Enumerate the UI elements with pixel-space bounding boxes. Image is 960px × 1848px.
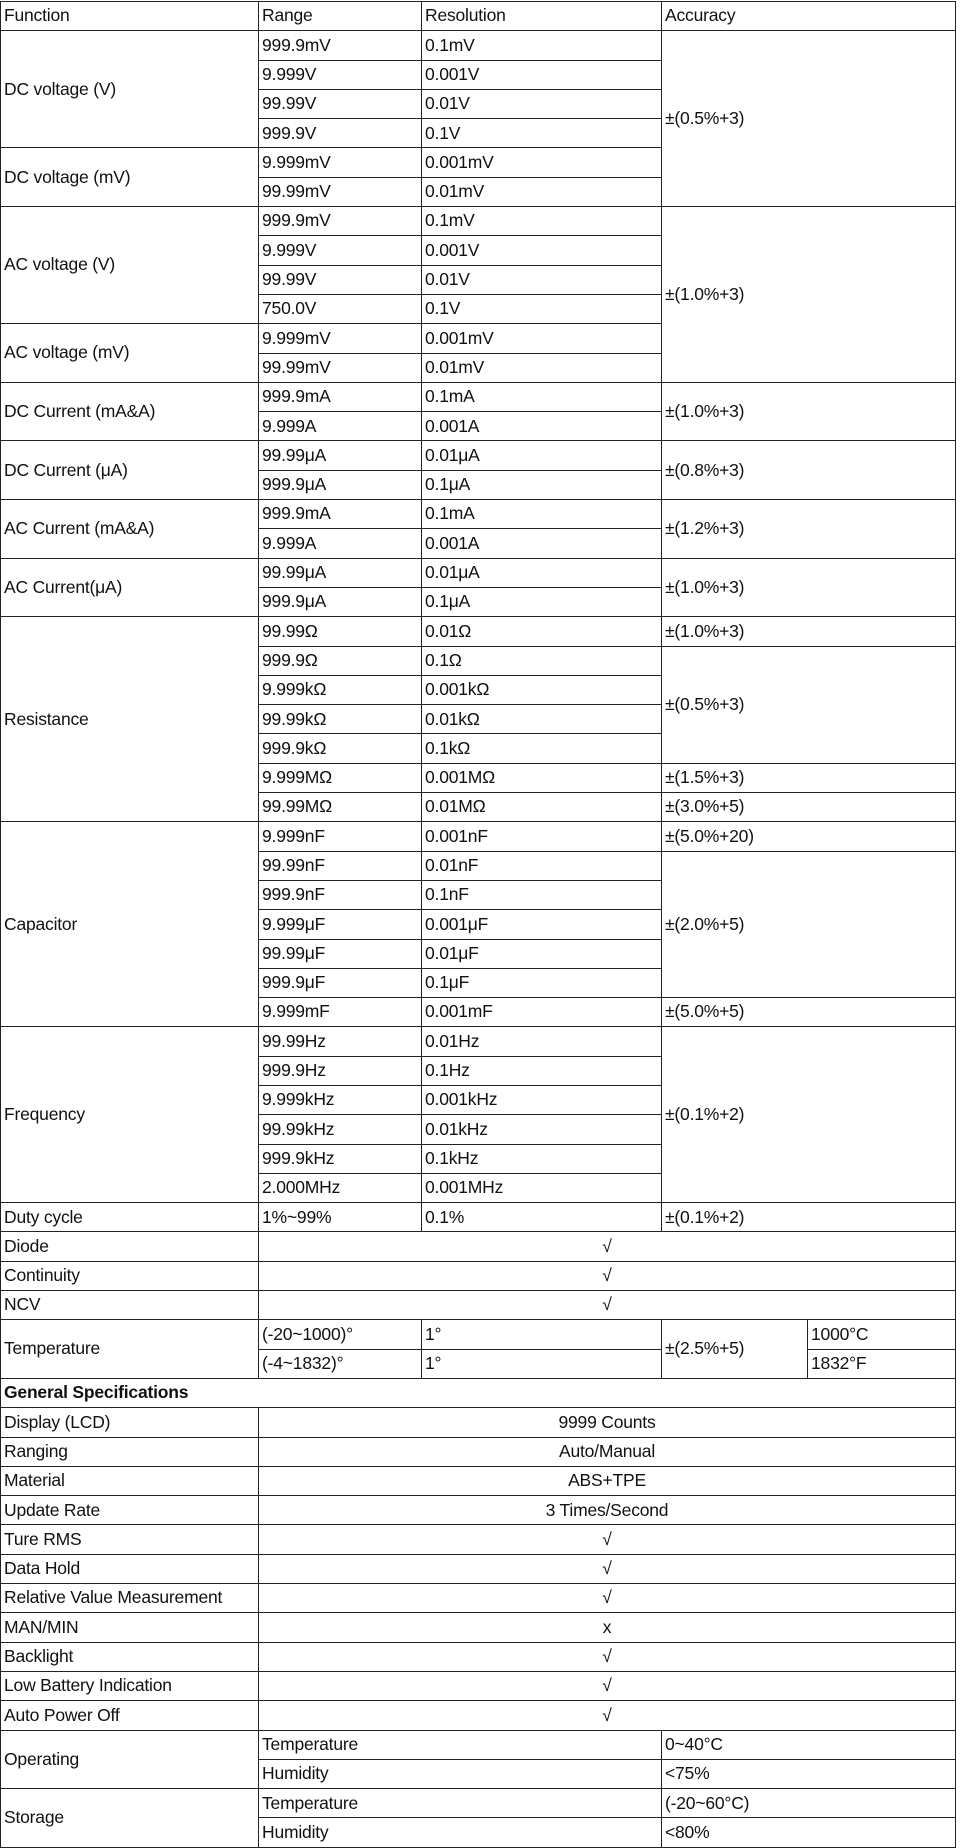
range-cell: 1%~99%	[259, 1203, 422, 1232]
range-cell: 999.9V	[259, 119, 422, 148]
range-cell: 999.9mA	[259, 382, 422, 411]
spec-value: 3 Times/Second	[259, 1496, 956, 1525]
function-cell: DC Current (mA&A)	[1, 382, 259, 441]
range-cell: 999.9mV	[259, 207, 422, 236]
accuracy-cell: ±(2.0%+5)	[662, 851, 956, 997]
spec-table	[0, 1, 956, 1848]
resolution-cell: 1°	[422, 1349, 662, 1378]
resolution-cell: 0.01mV	[422, 177, 662, 206]
resolution-cell: 0.1mV	[422, 31, 662, 60]
temperature-max-cell: 1000°C	[808, 1320, 956, 1349]
resolution-cell: 0.1kΩ	[422, 734, 662, 763]
spec-value: √	[259, 1554, 956, 1583]
range-cell: 99.99kΩ	[259, 705, 422, 734]
table-row	[1, 1525, 956, 1554]
resolution-cell: 0.01μF	[422, 939, 662, 968]
resolution-cell: 0.01kHz	[422, 1115, 662, 1144]
resolution-cell: 0.1mA	[422, 500, 662, 529]
table-row	[1, 500, 956, 529]
spec-label: Storage	[1, 1789, 259, 1848]
resolution-cell: 0.001MHz	[422, 1173, 662, 1202]
header-range: Range	[259, 2, 422, 31]
table-row	[1, 822, 956, 851]
resolution-cell: 0.1V	[422, 294, 662, 323]
resolution-cell: 0.001A	[422, 529, 662, 558]
accuracy-cell: ±(1.0%+3)	[662, 617, 956, 646]
range-cell: 99.99Hz	[259, 1027, 422, 1056]
range-cell: 99.99nF	[259, 851, 422, 880]
resolution-cell: 0.1μA	[422, 470, 662, 499]
accuracy-cell: ±(0.5%+3)	[662, 646, 956, 763]
function-cell: Capacitor	[1, 822, 259, 1027]
range-cell: 9.999V	[259, 60, 422, 89]
check-mark-cell: √	[259, 1291, 956, 1320]
resolution-cell: 0.01μA	[422, 558, 662, 587]
spec-value: Auto/Manual	[259, 1437, 956, 1466]
range-cell: 999.9mV	[259, 31, 422, 60]
spec-label: Data Hold	[1, 1554, 259, 1583]
resolution-cell: 0.1Hz	[422, 1056, 662, 1085]
table-row	[1, 1613, 956, 1642]
table-row	[1, 1203, 956, 1232]
range-cell: 999.9kHz	[259, 1144, 422, 1173]
table-row	[1, 1466, 956, 1495]
resolution-cell: 0.001mV	[422, 324, 662, 353]
header-function: Function	[1, 2, 259, 31]
range-cell: 99.99kHz	[259, 1115, 422, 1144]
resolution-cell: 0.1kHz	[422, 1144, 662, 1173]
spec-label: Operating	[1, 1730, 259, 1789]
table-row	[1, 1584, 956, 1613]
range-cell: (-20~1000)°	[259, 1320, 422, 1349]
resolution-cell: 0.01MΩ	[422, 793, 662, 822]
range-cell: 2.000MHz	[259, 1173, 422, 1202]
table-row	[1, 31, 956, 60]
range-cell: 999.9Hz	[259, 1056, 422, 1085]
accuracy-cell: ±(0.1%+2)	[662, 1027, 956, 1203]
spec-label: Backlight	[1, 1642, 259, 1671]
range-cell: 9.999A	[259, 412, 422, 441]
function-cell: NCV	[1, 1291, 259, 1320]
accuracy-cell: ±(0.5%+3)	[662, 31, 956, 207]
table-row	[1, 1027, 956, 1056]
accuracy-cell: ±(1.0%+3)	[662, 382, 956, 441]
table-row	[1, 1496, 956, 1525]
range-cell: 9.999mV	[259, 324, 422, 353]
condition-value: <75%	[662, 1759, 956, 1788]
range-cell: 99.99μA	[259, 441, 422, 470]
range-cell: 9.999nF	[259, 822, 422, 851]
spec-value: √	[259, 1701, 956, 1730]
resolution-cell: 0.001kΩ	[422, 675, 662, 704]
resolution-cell: 0.001MΩ	[422, 763, 662, 792]
spec-value: 9999 Counts	[259, 1408, 956, 1437]
general-specifications-title: General Specifications	[1, 1378, 956, 1407]
range-cell: 99.99MΩ	[259, 793, 422, 822]
resolution-cell: 0.1mV	[422, 207, 662, 236]
check-mark-cell: √	[259, 1232, 956, 1261]
table-row	[1, 1730, 956, 1759]
condition-value: (-20~60°C)	[662, 1789, 956, 1818]
range-cell: 99.99V	[259, 89, 422, 118]
check-mark-cell: √	[259, 1261, 956, 1290]
spec-label: Ranging	[1, 1437, 259, 1466]
function-cell: Duty cycle	[1, 1203, 259, 1232]
table-row	[1, 1320, 956, 1349]
range-cell: 999.9nF	[259, 880, 422, 909]
table-row	[1, 1232, 956, 1261]
spec-value: √	[259, 1584, 956, 1613]
resolution-cell: 0.01V	[422, 89, 662, 118]
table-row	[1, 1291, 956, 1320]
resolution-cell: 0.1mA	[422, 382, 662, 411]
function-cell: DC voltage (mV)	[1, 148, 259, 207]
range-cell: 999.9mA	[259, 500, 422, 529]
resolution-cell: 0.1%	[422, 1203, 662, 1232]
table-row	[1, 1261, 956, 1290]
function-cell: AC voltage (mV)	[1, 324, 259, 383]
range-cell: 9.999mV	[259, 148, 422, 177]
condition-label: Humidity	[259, 1818, 662, 1847]
function-cell: Diode	[1, 1232, 259, 1261]
range-cell: 99.99μA	[259, 558, 422, 587]
resolution-cell: 0.01mV	[422, 353, 662, 382]
header-resolution: Resolution	[422, 2, 662, 31]
range-cell: 999.9μA	[259, 587, 422, 616]
accuracy-cell: ±(2.5%+5)	[662, 1320, 808, 1379]
resolution-cell: 0.1V	[422, 119, 662, 148]
resolution-cell: 0.001kHz	[422, 1085, 662, 1114]
range-cell: 999.9μF	[259, 968, 422, 997]
header-accuracy: Accuracy	[662, 2, 956, 31]
temperature-max-cell: 1832°F	[808, 1349, 956, 1378]
table-row	[1, 617, 956, 646]
spec-value: ABS+TPE	[259, 1466, 956, 1495]
condition-label: Humidity	[259, 1759, 662, 1788]
accuracy-cell: ±(1.0%+3)	[662, 207, 956, 383]
table-row	[1, 1642, 956, 1671]
table-row	[1, 382, 956, 411]
range-cell: 99.99mV	[259, 353, 422, 382]
spec-value: x	[259, 1613, 956, 1642]
range-cell: 9.999kHz	[259, 1085, 422, 1114]
resolution-cell: 0.1μF	[422, 968, 662, 997]
range-cell: 99.99Ω	[259, 617, 422, 646]
spec-label: Ture RMS	[1, 1525, 259, 1554]
range-cell: 9.999MΩ	[259, 763, 422, 792]
range-cell: 9.999V	[259, 236, 422, 265]
spec-label: Relative Value Measurement	[1, 1584, 259, 1613]
resolution-cell: 0.1μA	[422, 587, 662, 616]
spec-label: Update Rate	[1, 1496, 259, 1525]
function-cell: AC Current(μA)	[1, 558, 259, 617]
accuracy-cell: ±(1.5%+3)	[662, 763, 956, 792]
range-cell: 99.99μF	[259, 939, 422, 968]
condition-label: Temperature	[259, 1730, 662, 1759]
spec-value: √	[259, 1642, 956, 1671]
spec-value: √	[259, 1671, 956, 1700]
range-cell: 750.0V	[259, 294, 422, 323]
spec-label: Material	[1, 1466, 259, 1495]
resolution-cell: 0.1Ω	[422, 646, 662, 675]
function-cell: DC Current (μA)	[1, 441, 259, 500]
function-cell: Frequency	[1, 1027, 259, 1203]
function-cell: DC voltage (V)	[1, 31, 259, 148]
resolution-cell: 0.01V	[422, 265, 662, 294]
resolution-cell: 0.01μA	[422, 441, 662, 470]
range-cell: 9.999mF	[259, 998, 422, 1027]
spec-label: Low Battery Indication	[1, 1671, 259, 1700]
resolution-cell: 0.1nF	[422, 880, 662, 909]
spec-value: √	[259, 1525, 956, 1554]
table-row	[1, 441, 956, 470]
table-row	[1, 1408, 956, 1437]
accuracy-cell: ±(3.0%+5)	[662, 793, 956, 822]
resolution-cell: 0.001nF	[422, 822, 662, 851]
range-cell: 9.999kΩ	[259, 675, 422, 704]
range-cell: 9.999A	[259, 529, 422, 558]
resolution-cell: 1°	[422, 1320, 662, 1349]
accuracy-cell: ±(0.8%+3)	[662, 441, 956, 500]
spec-label: Display (LCD)	[1, 1408, 259, 1437]
range-cell: 999.9kΩ	[259, 734, 422, 763]
resolution-cell: 0.01Hz	[422, 1027, 662, 1056]
accuracy-cell: ±(0.1%+2)	[662, 1203, 956, 1232]
range-cell: 99.99V	[259, 265, 422, 294]
function-cell: Continuity	[1, 1261, 259, 1290]
range-cell: 99.99mV	[259, 177, 422, 206]
function-cell: Resistance	[1, 617, 259, 822]
table-row	[1, 1437, 956, 1466]
resolution-cell: 0.001μF	[422, 910, 662, 939]
accuracy-cell: ±(1.0%+3)	[662, 558, 956, 617]
range-cell: 999.9μA	[259, 470, 422, 499]
table-row	[1, 1671, 956, 1700]
section-header-row	[1, 1378, 956, 1407]
resolution-cell: 0.001V	[422, 60, 662, 89]
spec-label: Auto Power Off	[1, 1701, 259, 1730]
table-row	[1, 207, 956, 236]
function-cell: Temperature	[1, 1320, 259, 1379]
accuracy-cell: ±(5.0%+5)	[662, 998, 956, 1027]
range-cell: (-4~1832)°	[259, 1349, 422, 1378]
function-cell: AC voltage (V)	[1, 207, 259, 324]
resolution-cell: 0.001V	[422, 236, 662, 265]
resolution-cell: 0.001mF	[422, 998, 662, 1027]
range-cell: 999.9Ω	[259, 646, 422, 675]
table-row	[1, 1554, 956, 1583]
condition-value: 0~40°C	[662, 1730, 956, 1759]
spec-label: MAN/MIN	[1, 1613, 259, 1642]
resolution-cell: 0.001A	[422, 412, 662, 441]
condition-value: <80%	[662, 1818, 956, 1847]
accuracy-cell: ±(1.2%+3)	[662, 500, 956, 559]
table-row	[1, 1701, 956, 1730]
condition-label: Temperature	[259, 1789, 662, 1818]
function-cell: AC Current (mA&A)	[1, 500, 259, 559]
resolution-cell: 0.001mV	[422, 148, 662, 177]
range-cell: 9.999μF	[259, 910, 422, 939]
resolution-cell: 0.01nF	[422, 851, 662, 880]
resolution-cell: 0.01kΩ	[422, 705, 662, 734]
resolution-cell: 0.01Ω	[422, 617, 662, 646]
header-row	[1, 2, 956, 31]
accuracy-cell: ±(5.0%+20)	[662, 822, 956, 851]
table-row	[1, 1789, 956, 1818]
table-row	[1, 558, 956, 587]
